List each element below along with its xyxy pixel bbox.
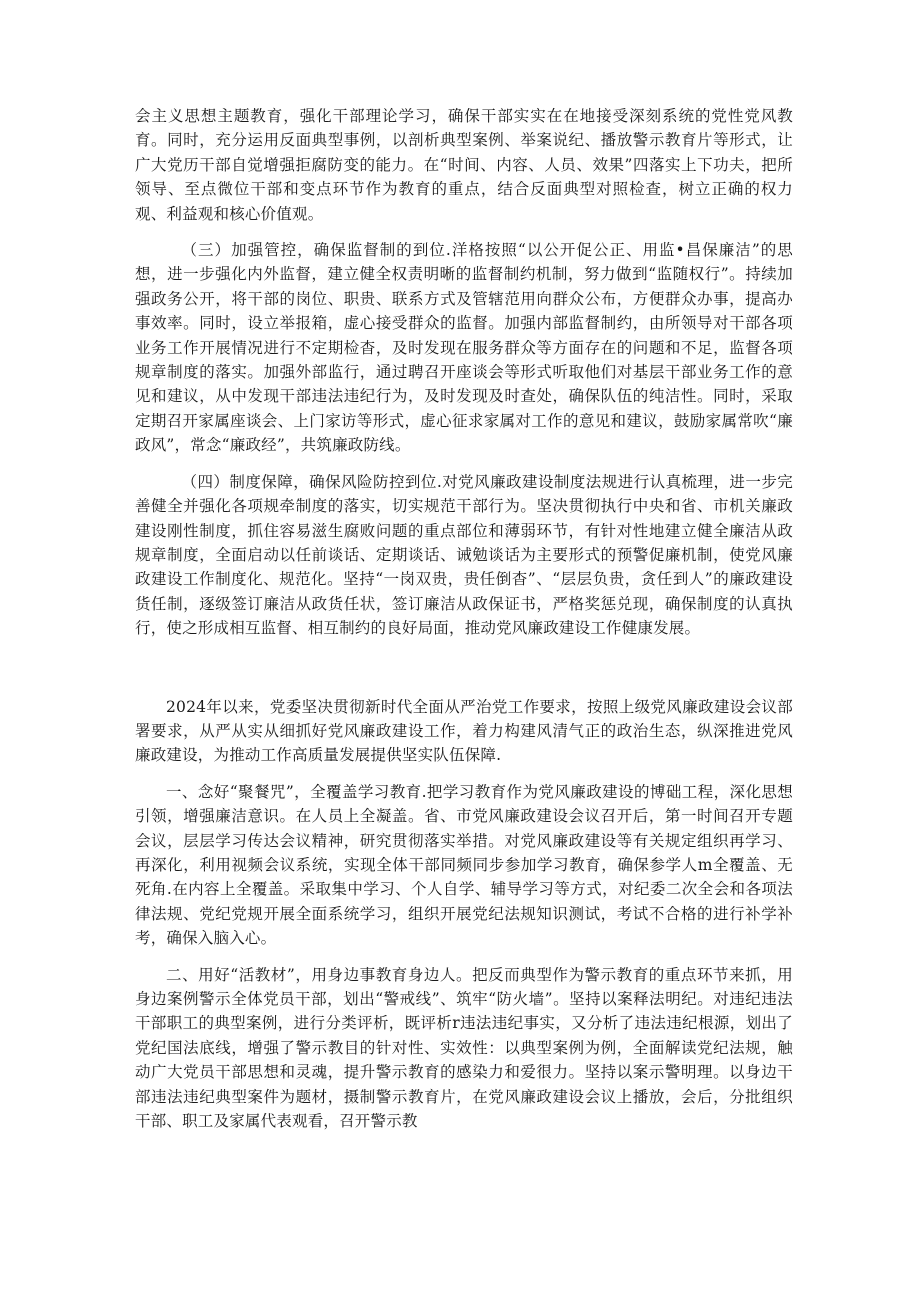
paragraph-point-two: 二、用好“活教材”，用身边事教育身边人。把反而典型作为警示教育的重点环节来抓，用身边案例警示全体党员干部，划出“警戒线”、筑牢“防火墙”。坚持以案释法明纪。对违纪违法干部职工的典型案例，进行分类评析，既评析r违法违纪事实，又分析了违法违纪根源，划出了党纪国法底线，增强了警示教目的针对性、实效性：以典型案例为例，全面解读党纪法规，触动广大党员干部思想和灵魂，提升警示教育的感染力和爱很力。坚持以案示警明理。以身边干部违法违纪典型案件为题材，摄制警示教育片，在党风廉政建设会议上播放，会后，分批组织干部、职工及家属代表观看，召开警示教 <box>135 965 793 1131</box>
paragraph-intro-2024: 2024年以来，党委坚决贯彻新时代全面从严治党工作要求，按照上级党风廉政建设会议部署要求，从严从实从细抓好党风廉政建设工作，着力构建风清气正的政治生态，纵深推进党风廉政建设，为推动工作高质量发展提供坚实队伍保障. <box>135 697 793 765</box>
document-body <box>135 104 793 1145</box>
paragraph-continuation: 会主义思想主题教育，强化干部理论学习，确保干部实实在在地接受深刻系统的党性党风教育。同时，充分运用反面典型事例，以剖析典型案例、举案说纪、播放警示教育片等形式，让广大党历干部自觉增强拒腐防变的能力。在“时间、内容、人员、效果”四落实上下功夫，把所领导、至点微位干部和变点环节作为教育的重点，结合反面典型对照检查，树立正确的权力观、利益观和核心价值观。 <box>135 107 793 223</box>
section-divider-space <box>135 653 793 695</box>
paragraph-section-four: （四）制度保障，确保风险防控到位.对党风廉政建设制度法规进行认真梳理，进一步完善健全并强化各项规牵制度的落实，切实规范干部行为。坚决贯彻执行中央和省、市机关廉政建设刚性制度，抓住容易滋生腐败问题的重点部位和薄弱环节，有针对性地建立健全廉洁从政规章制度，全面启动以任前谈话、定期谈话、诫勉谈话为主要形式的预警促廉机制，使党风廉政建设工作制度化、规范化。坚持“一岗双贵，贵任倒杳”、“层层负贵，贪任到人”的廉政建设货任制，逐级签订廉洁从政货任状，签订廉洁从政保证书，严格奖惩兑现，确保制度的认真执行，使之形成相互监督、相互制约的良好局面，推动党风廉政建设工作健康发展。 <box>135 472 793 638</box>
paragraph-point-one: 一、念好“聚餐咒”，全覆盖学习教育.把学习教育作为党风廉政建设的博础工程，深化思想引领，增强廉洁意识。在人员上全凝盖。省、市党风廉政建设会议召开后，第一时间召开专题会议，层层学习传达会议精神，研究贯彻落实举措。对党风廉政建设等有关规定组织再学习、再深化，利用视频会议系统，实现全体干部同频同步参加学习教育，确保参学人m全覆盖、无死角.在内容上全覆盖。采取集中学习、个人自学、辅导学习等方式，对纪委二次全会和各项法律法规、党纪党规开展全面系统学习，组织开展党纪法规知识测试，考试不合格的进行补学补考，确保入脑入心。 <box>135 782 793 948</box>
paragraph-section-three: （三）加强管控，确保监督制的到位.洋格按照“以公开促公正、用监•昌保廉洁”的思想，进一步强化内外监督，建立健全权责明晰的监督制约机制，努力做到“监随权行”。持续加强政务公开，将干部的岗位、职贵、联系方式及管辖范用向群众公布，方便群众办事，提高办事效率。同时，设立举报箱，虚心接受群众的监督。加强内部监督制约，由所领导对干部各项业务工作开展情况进行不定期检杳，及时发现在服务群众等方面存在的问题和不足，监督各项规章制度的落实。加强外部监行，通过聘召开座谈会等形式听取他们对基层干部业务工作的意见和建议，从中发现干部违法违纪行为，及时发现及时查处，确保队伍的纯洁性。同时，采取定期召开家属座谈会、上门家访等形式，虚心征求家属对工作的意见和建议，鼓励家属常吹“廉政风”，常念“廉政经”，共筑廉政防线。 <box>135 241 793 455</box>
